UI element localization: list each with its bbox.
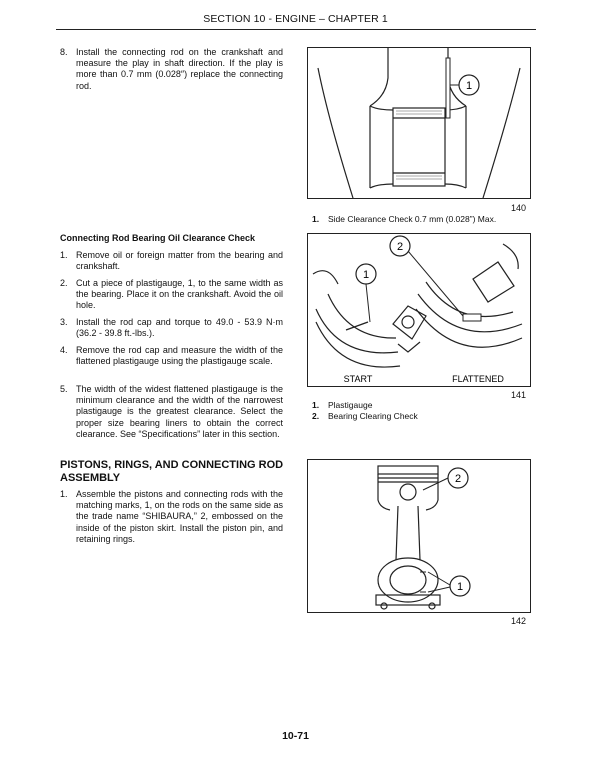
caption-text: Plastigauge [328,400,373,410]
step-number: 5. [60,384,68,394]
oil-clearance-step-4 [60,345,283,367]
step-text: Remove oil or foreign matter from the bearing and crankshaft. [76,250,283,272]
step-8 [60,47,283,92]
label-flattened: FLATTENED [452,374,504,384]
step-text: The width of the widest flattened plastigauge is the minimum clearance and the width of the narrowest plastigauge is the greatest clearance. Select the proper size bearing liners to obtain the correct clearance. See “Specifications” later in this section. [76,384,283,439]
section-heading-pistons: PISTONS, RINGS, AND CONNECTING ROD ASSEMBLY [60,459,284,484]
figure-141-caption-1 [312,400,372,411]
side-clearance-illustration [308,48,530,198]
callout-1: 1 [465,80,473,92]
plastigauge-illustration [308,234,530,386]
oil-clearance-step-5 [60,384,283,440]
page-header-title: SECTION 10 - ENGINE – CHAPTER 1 [203,13,388,25]
step-number: 1. [60,250,68,260]
step-text: Install the connecting rod on the crankshaft and measure the play in shaft direction. If the play is more than 0.7 mm (0.028″) replace the connecting rod. [76,47,283,91]
caption-number: 2. [312,411,320,421]
step-number: 2. [60,278,68,288]
page-number: 10-71 [282,730,309,742]
figure-number-140: 140 [511,203,527,213]
step-number: 8. [60,47,68,57]
piston-rod-illustration [308,460,530,612]
caption-number: 1. [312,400,320,410]
caption-text: Side Clearance Check 0.7 mm (0.028”) Max. [328,214,497,224]
callout-2: 2 [396,241,404,253]
oil-clearance-step-1 [60,250,283,272]
figure-140-side-clearance [307,47,531,199]
callout-2: 2 [454,473,462,485]
assembly-step-1 [60,489,283,545]
step-number: 1. [60,489,68,499]
figure-142-piston-rod-assembly [307,459,531,613]
header-rule [56,29,536,30]
figure-number-142: 142 [511,616,527,626]
step-text: Install the rod cap and torque to 49.0 - 53.9 N·m (36.2 - 39.8 ft.-lbs.). [76,317,283,339]
caption-number: 1. [312,214,320,224]
oil-clearance-step-2 [60,278,283,312]
figure-140-caption [312,214,496,225]
step-text: Cut a piece of plastigauge, 1, to the same width as the bearing. Place it on the crankshaft. Avoid the oil hole. [76,278,283,311]
oil-clearance-step-3 [60,317,283,339]
figure-141-caption-2 [312,411,418,422]
step-text: Assemble the pistons and connecting rods with the matching marks, 1, on the rods on the same side as the trade name “SHIBAURA,” 2, embossed on the inside of the piston skirt. Install the piston pin, and retaining rings. [76,489,283,544]
subheading-bearing-oil-clearance: Connecting Rod Bearing Oil Clearance Check [60,233,256,243]
figure-141-plastigauge [307,233,531,387]
callout-1: 1 [456,581,464,593]
figure-number-141: 141 [511,390,527,400]
step-number: 3. [60,317,68,327]
step-text: Remove the rod cap and measure the width of the flattened plastigauge using the plastigauge scale. [76,345,283,367]
caption-text: Bearing Clearing Check [328,411,418,421]
label-start: START [343,374,373,384]
callout-1: 1 [362,269,370,281]
step-number: 4. [60,345,68,355]
